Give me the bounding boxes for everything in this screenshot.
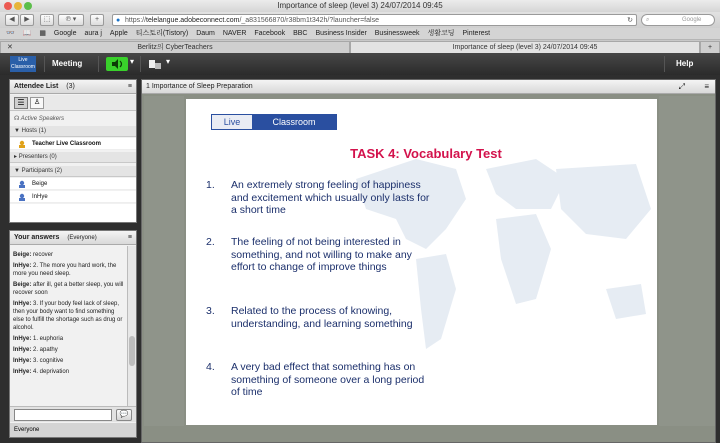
address-bar[interactable]: https://telelangue.adobeconnect.com/_a831566870/r38bm1t342h/?launcher=false ● ↻: [112, 14, 637, 26]
fullscreen-icon[interactable]: ⤢: [678, 82, 685, 91]
new-tab-button[interactable]: +: [90, 14, 104, 26]
forward-button[interactable]: ▶: [20, 14, 34, 26]
raise-hand-icon[interactable]: [148, 57, 162, 71]
participant-icon: [18, 193, 26, 201]
window-title: Importance of sleep (level 3) 24/07/2014 09:45: [277, 1, 443, 10]
bookmark-opentutorials[interactable]: 생활코딩: [427, 30, 455, 37]
hosts-section-toggle[interactable]: ▼ Hosts (1): [10, 126, 136, 137]
chat-message: InHye: 1. euphoria: [13, 336, 64, 342]
zoom-window-icon[interactable]: [24, 2, 32, 10]
back-button[interactable]: ◀: [5, 14, 19, 26]
live-classroom-slide-logo: Live Classroom: [211, 114, 337, 130]
attendee-pod-header: Attendee List (3) ≡: [10, 80, 136, 94]
connect-menu-bar: [0, 53, 720, 75]
speaker-icon: [106, 57, 128, 71]
list-view-icon[interactable]: ☰: [14, 97, 28, 109]
top-sites-icon[interactable]: ▦: [39, 30, 46, 37]
url-scheme: https: [125, 17, 141, 24]
audio-options-chevron-icon[interactable]: ▾: [130, 57, 135, 66]
view-toggle-bar: [10, 95, 136, 111]
host-icon: [18, 140, 26, 148]
chat-message: Beige: recover: [13, 252, 54, 258]
live-classroom-logo: Live Classroom: [11, 57, 35, 70]
bookmark-apple[interactable]: Apple: [109, 30, 128, 37]
menu-meeting[interactable]: Meeting: [52, 59, 83, 68]
chat-message: InHye: 2. The more you hard work, the more you need sleep.: [13, 263, 117, 277]
chat-input[interactable]: [14, 409, 112, 421]
tab-strip: [0, 40, 720, 53]
tab-importance-of-sleep[interactable]: Importance of sleep (level 3) 24/07/2014 09:45: [350, 41, 700, 53]
bookmark-tistory[interactable]: 티스토리(Tistory): [135, 30, 189, 37]
presentation-slide: Live Classroom TASK 4: Vocabulary Test 1. An extremely strong feeling of happiness and excitement which usually only lasts for a short time 2. The feeling of not being interested in something, and not willing to make any effort to change of improve things 3. Related to the process of knowing, understanding, and learning something 4. A very bad effect that something has on something of someone over a long period of time: [186, 99, 657, 425]
scroll-thumb[interactable]: [129, 336, 135, 366]
pod-menu-icon[interactable]: ≡: [127, 234, 132, 241]
lock-icon: ●: [116, 17, 121, 24]
slide-title: TASK 4: Vocabulary Test: [350, 146, 502, 161]
pinterest-button[interactable]: ℗ ▾: [58, 14, 84, 26]
reading-list-icon[interactable]: 👓: [6, 30, 15, 37]
attendee-participant[interactable]: InHye: [10, 191, 136, 203]
pod-menu-icon[interactable]: ≡: [127, 83, 132, 90]
presenters-section-toggle[interactable]: ▸ Presenters (0): [10, 152, 136, 163]
search-icon: ⌕: [646, 17, 650, 23]
attendee-host[interactable]: Teacher Live Classroom: [10, 138, 136, 150]
bookmark-pinterest[interactable]: Pinterest: [462, 30, 491, 37]
search-placeholder: Google: [682, 17, 702, 23]
speech-bubble-icon: 💬: [119, 411, 129, 418]
chat-message: InHye: 3. cognitive: [13, 358, 64, 364]
active-speakers-label: ☊ Active Speakers: [14, 116, 65, 122]
bookmark-aura[interactable]: aura j: [84, 30, 102, 37]
chat-messages: [13, 251, 125, 401]
chat-message: InHye: 2. apathy: [13, 347, 58, 353]
bookmark-facebook[interactable]: Facebook: [254, 30, 286, 37]
collapse-icon: ▸: [14, 154, 19, 160]
menu-help[interactable]: Help: [676, 59, 694, 68]
attendee-participant[interactable]: Beige: [10, 178, 136, 190]
share-pod-header: 1 Importance of Sleep Preparation ⤢ ≡: [142, 80, 715, 94]
share-button[interactable]: ⬚: [40, 14, 54, 26]
send-to-selector[interactable]: Everyone: [10, 423, 136, 437]
bookmark-businessweek[interactable]: Businessweek: [374, 30, 420, 37]
chat-pod: [9, 230, 137, 438]
send-message-button[interactable]: [116, 409, 132, 421]
chat-pod-header: Your answers (Everyone) ≡: [10, 231, 136, 245]
url-host: telelangue.adobeconnect.com: [146, 17, 240, 24]
new-tab-plus-button[interactable]: +: [700, 41, 720, 53]
attendee-list-pod: [9, 79, 137, 223]
share-pod: [141, 79, 716, 443]
browser-toolbar: [0, 12, 720, 28]
expand-icon: ▼: [14, 168, 22, 174]
search-field[interactable]: [641, 14, 715, 26]
pod-menu-icon[interactable]: ≡: [704, 82, 709, 91]
participants-section-toggle[interactable]: ▼ Participants (2): [10, 166, 136, 177]
url-path: /_a831566870/r38bm1t342h/?launcher=false: [239, 17, 379, 24]
bookmark-business-insider[interactable]: Business Insider: [315, 30, 367, 37]
chat-message: InHye: 4. deprivation: [13, 369, 70, 375]
chat-input-bar: [10, 406, 136, 422]
bookmark-daum[interactable]: Daum: [196, 30, 215, 37]
chat-message: InHye: 3. If your body feel lack of sleep, then your body want to find something else to fulfill the shortage such as drug or alcohol.: [13, 301, 123, 331]
tab-cyberteachers[interactable]: ✕ Berlitz의 CyberTeachers: [0, 41, 350, 53]
window-titlebar: [0, 0, 720, 12]
reload-icon[interactable]: ↻: [627, 17, 633, 24]
chat-scrollbar[interactable]: [127, 246, 136, 406]
role-view-icon[interactable]: ♙: [30, 97, 44, 109]
status-chevron-icon[interactable]: ▾: [166, 57, 171, 66]
bookmark-naver[interactable]: NAVER: [222, 30, 247, 37]
minimize-window-icon[interactable]: [14, 2, 22, 10]
bookmarks-icon[interactable]: 📖: [22, 30, 32, 37]
headset-icon: ☊: [14, 116, 21, 122]
bookmarks-bar: [0, 28, 720, 40]
chat-message: Beige: after ill, get a better sleep, you will recover soon: [13, 282, 124, 296]
bookmark-bbc[interactable]: BBC: [293, 30, 308, 37]
expand-icon: ▼: [14, 128, 22, 134]
close-window-icon[interactable]: [4, 2, 12, 10]
close-tab-icon[interactable]: ✕: [7, 44, 13, 51]
participant-icon: [18, 180, 26, 188]
microphone-button[interactable]: [106, 57, 128, 71]
bookmark-google[interactable]: Google: [53, 30, 77, 37]
